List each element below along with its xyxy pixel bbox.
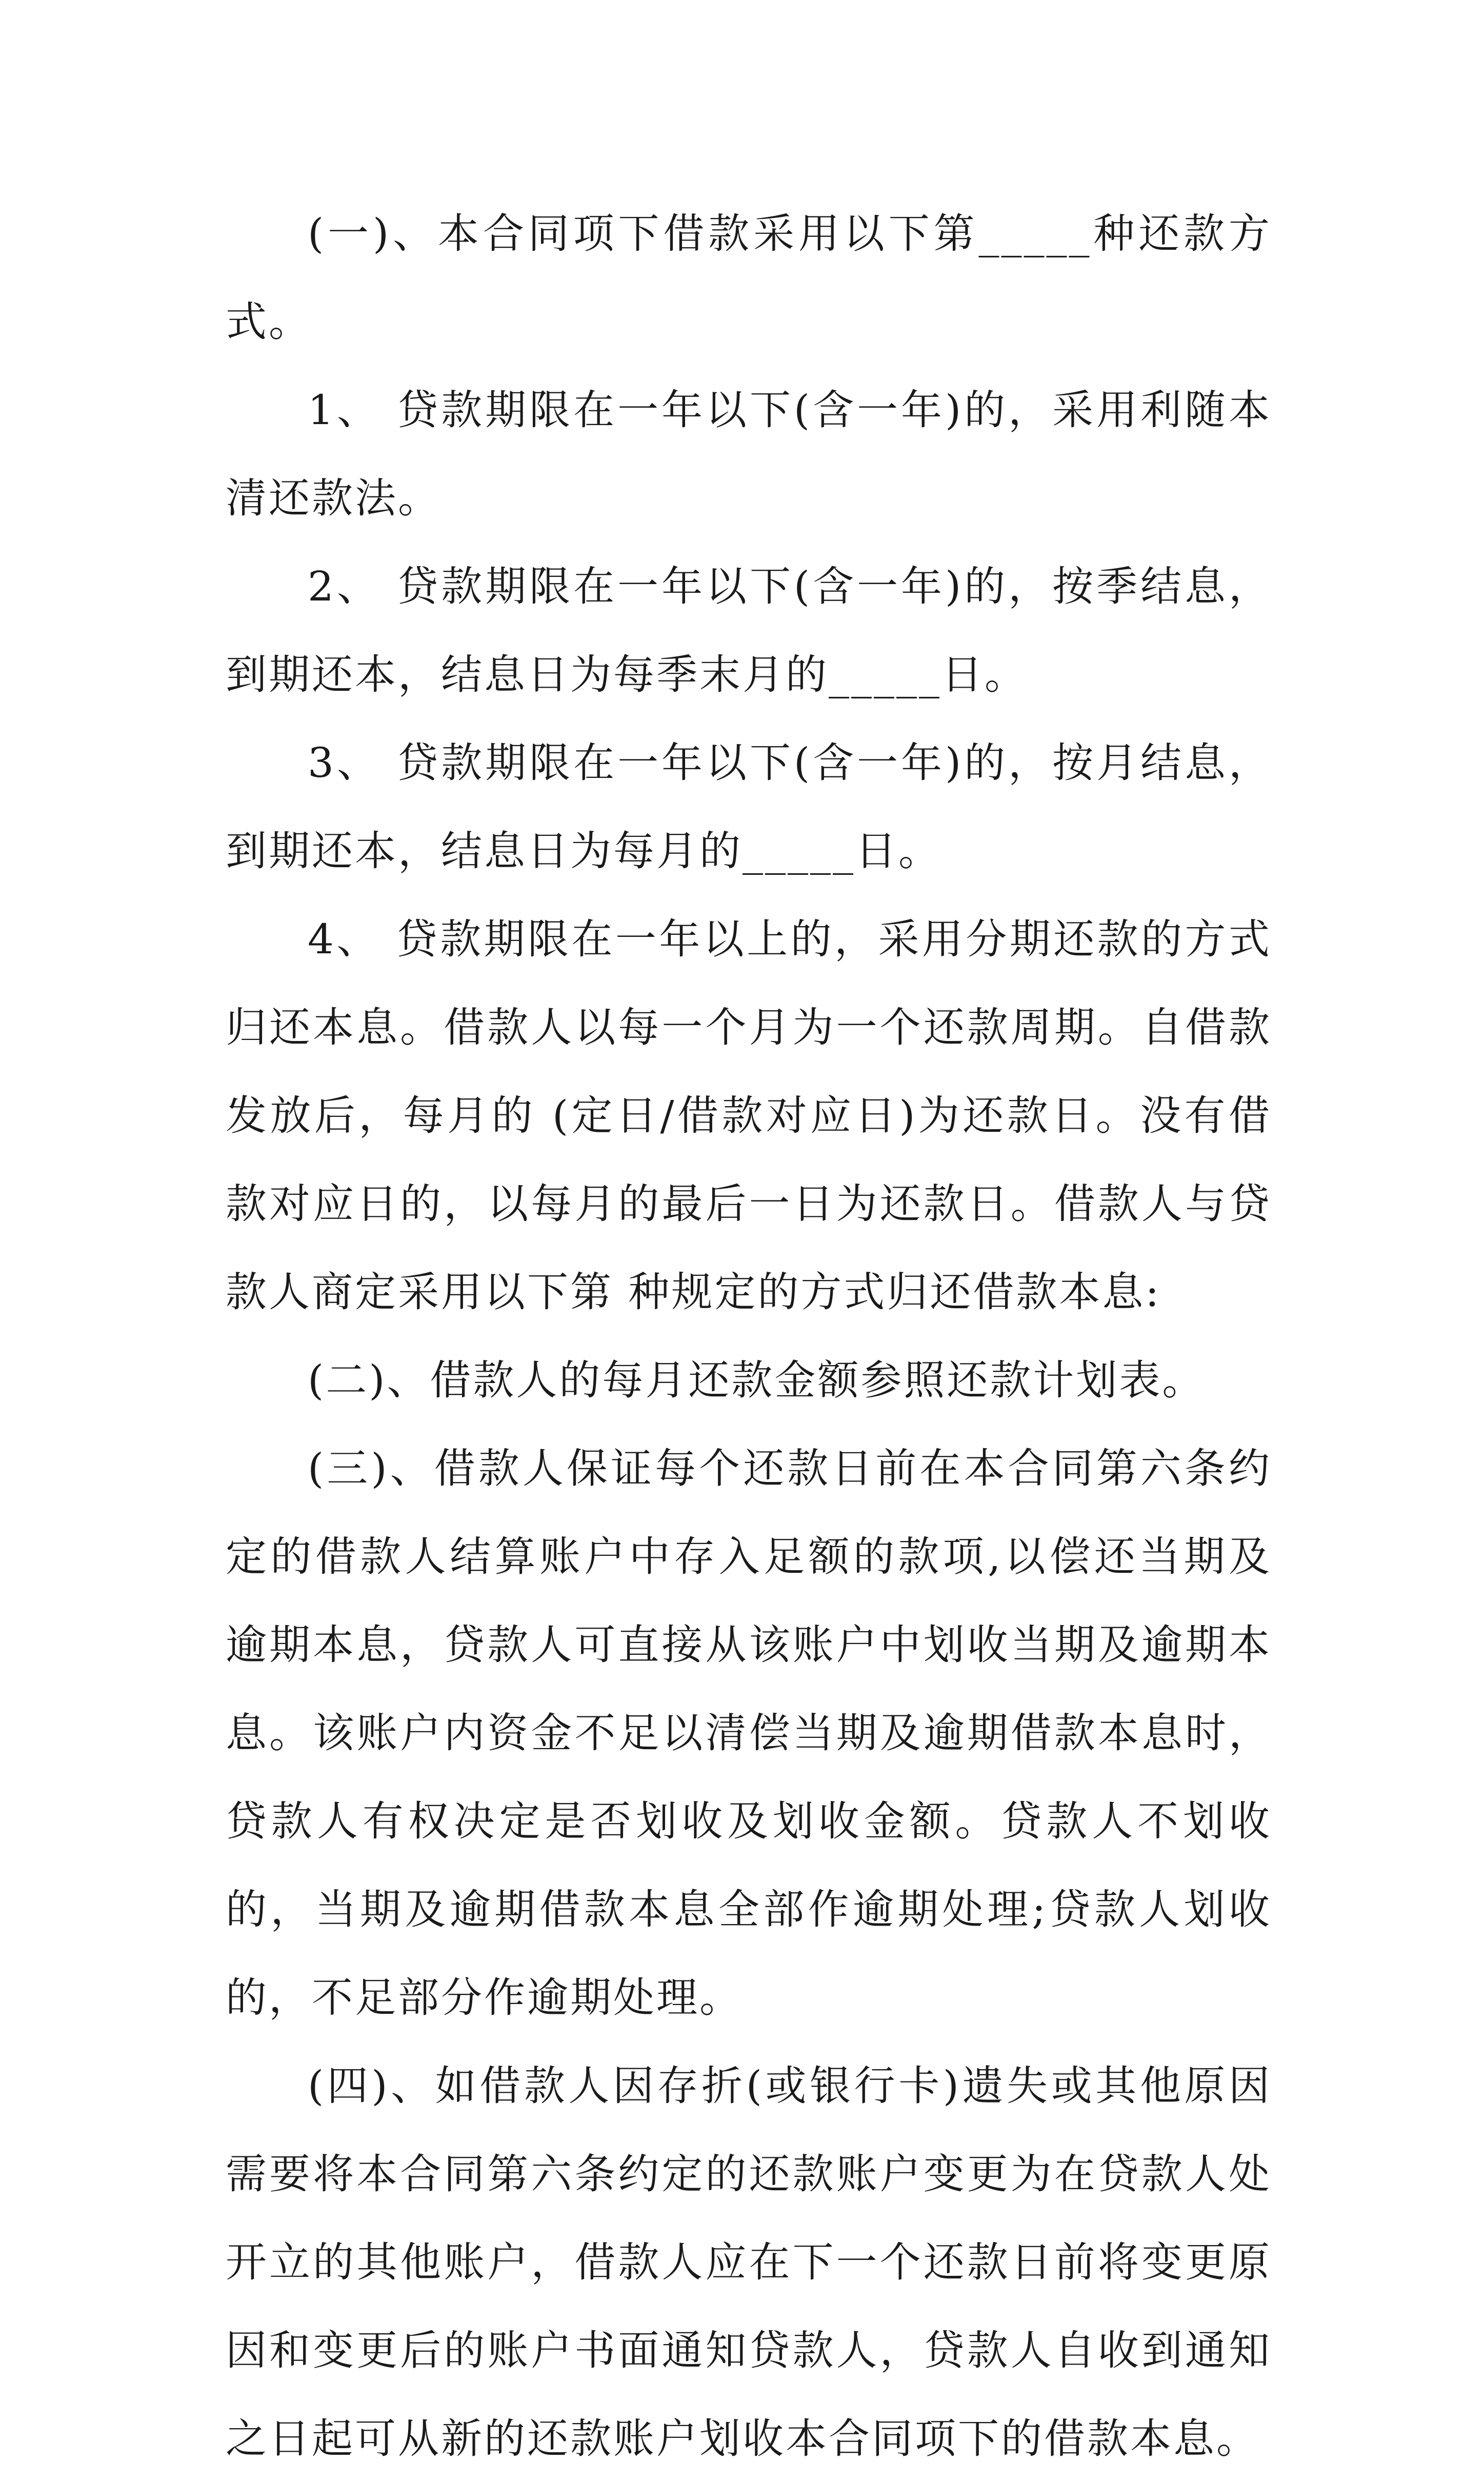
paragraph-borrower-guarantee: (三)、借款人保证每个还款日前在本合同第六条约定的借款人结算账户中存入足额的款项,以偿还当期及逾期本息，贷款人可直接从该账户中划收当期及逾期本息。该账户内资金不足以清偿当期及逾期借款本息时，贷款人有权决定是否划收及划收金额。贷款人不划收的，当期及逾期借款本息全部作逾期处理;贷款人划收的，不足部分作逾期处理。	[226, 1445, 1272, 2021]
paragraph-option-2: 2、 贷款期限在一年以下(含一年)的，按季结息，到期还本，结息日为每季末月的_____日。	[226, 563, 1272, 698]
paragraph-monthly-amount: (二)、借款人的每月还款金额参照还款计划表。	[308, 1356, 1206, 1404]
paragraph-option-3: 3、 贷款期限在一年以下(含一年)的，按月结息，到期还本，结息日为每月的_____日。	[226, 739, 1272, 875]
paragraph-option-1: 1、 贷款期限在一年以下(含一年)的，采用利随本清还款法。	[226, 386, 1272, 522]
paragraph-repayment-method: (一)、本合同项下借款采用以下第_____种还款方式。	[226, 210, 1272, 346]
paragraph-account-change: (四)、如借款人因存折(或银行卡)遗失或其他原因需要将本合同第六条约定的还款账户变更为在贷款人处开立的其他账户，借款人应在下一个还款日前将变更原因和变更后的账户书面通知贷款人，贷款人自收到通知之日起可从新的还款账户划收本合同项下的借款本息。	[226, 2062, 1272, 2462]
paragraph-option-4: 4、 贷款期限在一年以上的，采用分期还款的方式归还本息。借款人以每一个月为一个还款周期。自借款发放后，每月的 (定日/借款对应日)为还款日。没有借款对应日的，以每月的最后一日为还款日。借款人与贷款人商定采用以下第 种规定的方式归还借款本息:	[226, 915, 1272, 1316]
document-body	[226, 190, 1272, 2483]
